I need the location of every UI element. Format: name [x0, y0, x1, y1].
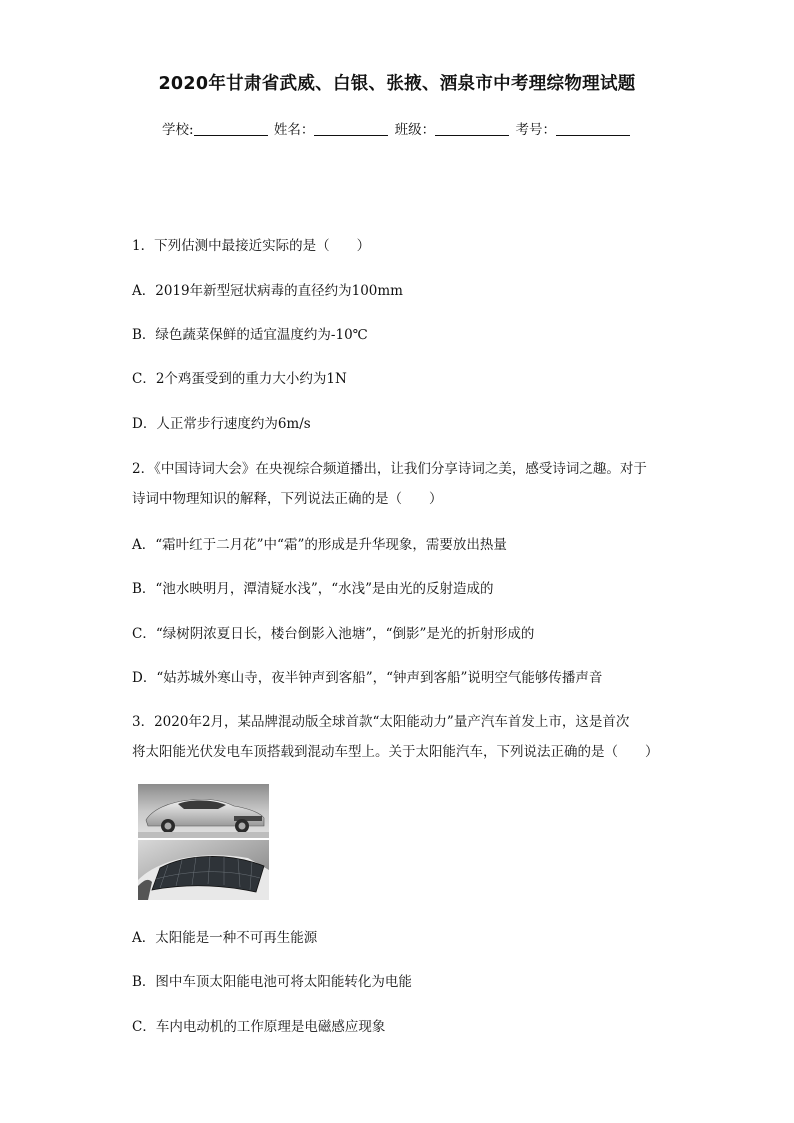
question-2-option-b[interactable]: B．“池水映明月，潭清疑水浅”，“水浅”是由光的反射造成的: [132, 581, 494, 597]
hybrid-car-photo: [138, 784, 269, 838]
student-info-line: [0, 118, 794, 138]
question-3-stem-line-1: 3．2020年2月，某品牌混动版全球首款“太阳能动力”量产汽车首发上市，这是首次: [132, 714, 630, 730]
name-blank[interactable]: [314, 121, 388, 136]
exam-number-label: 考号：: [515, 122, 556, 138]
question-1-stem: 1．下列估测中最接近实际的是（ ）: [132, 238, 371, 254]
question-2-stem-line-2: 诗词中物理知识的解释，下列说法正确的是（ ）: [132, 491, 443, 507]
question-1-option-c[interactable]: C．2个鸡蛋受到的重力大小约为1N: [132, 371, 347, 387]
solar-roof-photo: [138, 840, 269, 900]
question-2-option-a[interactable]: A．“霜叶红于二月花”中“霜”的形成是升华现象，需要放出热量: [132, 537, 507, 553]
class-label: 班级：: [394, 122, 436, 138]
exam-number-blank[interactable]: [556, 121, 630, 136]
question-1-option-a[interactable]: A．2019年新型冠状病毒的直径约为100mm: [132, 283, 403, 299]
name-label: 姓名：: [273, 122, 315, 138]
question-3-option-c[interactable]: C．车内电动机的工作原理是电磁感应现象: [132, 1019, 386, 1035]
question-1-option-b[interactable]: B．绿色蔬菜保鲜的适宜温度约为-10℃: [132, 327, 368, 343]
question-2-option-d[interactable]: D．“姑苏城外寒山寺，夜半钟声到客船”，“钟声到客船”说明空气能够传播声音: [132, 670, 603, 686]
question-3-stem-line-2: 将太阳能光伏发电车顶搭载到混动车型上。关于太阳能汽车，下列说法正确的是（ ）: [132, 744, 659, 760]
solar-car-photos: [138, 784, 269, 900]
question-3-option-b[interactable]: B．图中车顶太阳能电池可将太阳能转化为电能: [132, 974, 412, 990]
school-label: 学校:: [162, 122, 194, 138]
school-blank[interactable]: [194, 121, 268, 136]
question-2-option-c[interactable]: C．“绿树阴浓夏日长，楼台倒影入池塘”，“倒影”是光的折射形成的: [132, 626, 535, 642]
document-title: 2020年甘肃省武威、白银、张掖、酒泉市中考理综物理试题: [158, 74, 636, 94]
question-1-option-d[interactable]: D．人正常步行速度约为6m/s: [132, 416, 311, 432]
class-blank[interactable]: [435, 121, 509, 136]
question-3-option-a[interactable]: A．太阳能是一种不可再生能源: [132, 930, 318, 946]
question-2-stem-line-1: 2．《中国诗词大会》在央视综合频道播出，让我们分享诗词之美，感受诗词之趣。对于: [132, 461, 647, 477]
